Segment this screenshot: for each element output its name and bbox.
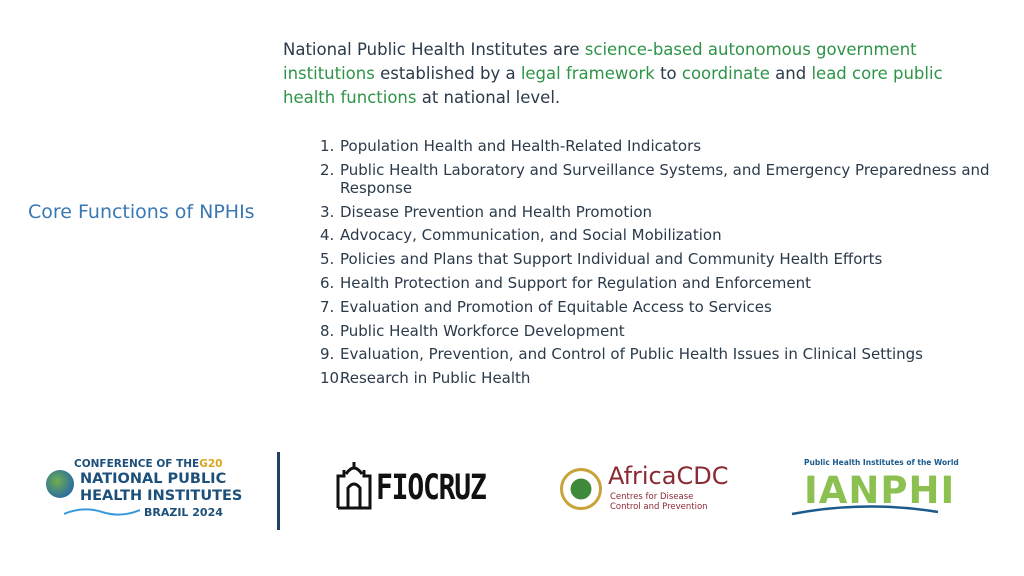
function-item-1 <box>320 137 1000 155</box>
function-item-5 <box>320 250 1000 268</box>
intro-text-4: and <box>769 64 812 83</box>
g20-line-4: BRAZIL 2024 <box>144 506 223 519</box>
function-number: 3. <box>320 202 335 221</box>
intro-text-5: at national level. <box>416 88 561 107</box>
africa-emblem-icon <box>560 468 602 510</box>
fiocruz-logo <box>334 462 494 512</box>
function-number: 4. <box>320 226 335 245</box>
intro-highlight-legal-framework: legal framework <box>520 64 655 83</box>
function-item-7 <box>320 298 1000 316</box>
function-number: 7. <box>320 297 335 316</box>
function-text: Evaluation, Prevention, and Control of Public Health Issues in Clinical Settings <box>340 345 923 364</box>
function-number: 9. <box>320 345 335 364</box>
function-item-4 <box>320 226 1000 244</box>
function-text: Evaluation and Promotion of Equitable Access to Services <box>340 297 772 316</box>
globe-icon <box>46 470 74 498</box>
intro-highlight-coordinate: coordinate <box>681 64 770 83</box>
function-number: 5. <box>320 250 335 269</box>
function-item-6 <box>320 274 1000 292</box>
function-item-10 <box>320 369 1000 387</box>
function-number: 10. <box>320 369 344 388</box>
africa-cdc-subtitle: Centres for Disease Control and Prevention <box>610 492 708 512</box>
g20-conference-logo <box>44 458 244 522</box>
function-text: Public Health Laboratory and Surveillance Systems, and Emergency Preparedness and Response <box>340 160 990 197</box>
g20-line-2: NATIONAL PUBLIC <box>80 471 227 487</box>
section-title: Core Functions of NPHIs <box>28 201 255 223</box>
function-item-3 <box>320 203 1000 221</box>
wave-icon <box>64 506 140 518</box>
function-number: 8. <box>320 321 335 340</box>
function-text: Public Health Workforce Development <box>340 321 625 340</box>
function-text: Policies and Plans that Support Individual and Community Health Efforts <box>340 250 883 269</box>
function-number: 1. <box>320 137 335 155</box>
intro-text-1: National Public Health Institutes are <box>283 40 585 59</box>
intro-text-3: to <box>654 64 682 83</box>
function-text: Population Health and Health-Related Indicators <box>340 137 702 155</box>
africa-cdc-logo <box>558 462 738 518</box>
function-text: Health Protection and Support for Regulation and Enforcement <box>340 273 811 292</box>
g20-line-3: HEALTH INSTITUTES <box>80 488 243 504</box>
partner-logos <box>0 440 1024 550</box>
intro-highlight-lead-functions: lead core public health functions <box>283 64 943 107</box>
function-text: Disease Prevention and Health Promotion <box>340 202 653 221</box>
function-number: 6. <box>320 273 335 292</box>
function-item-2 <box>320 161 1000 197</box>
core-functions-list <box>320 137 1000 393</box>
castle-icon <box>334 462 374 510</box>
intro-paragraph <box>283 38 983 110</box>
swoosh-icon <box>790 498 940 518</box>
ianphi-wordmark: IANPHI <box>804 469 956 512</box>
intro-text-2: established by a <box>374 64 521 83</box>
intro-highlight-institutions: science-based autonomous government institutions <box>283 40 917 83</box>
g20-line-1: CONFERENCE OF THEG20 <box>74 458 223 470</box>
africa-cdc-wordmark: AfricaCDC <box>608 462 729 490</box>
fiocruz-wordmark: FIOCRUZ <box>376 468 486 508</box>
ianphi-tagline: Public Health Institutes of the World <box>804 458 959 467</box>
function-text: Research in Public Health <box>340 369 531 388</box>
logo-divider <box>277 452 280 530</box>
function-item-9 <box>320 345 1000 363</box>
function-number: 2. <box>320 160 335 179</box>
function-text: Advocacy, Communication, and Social Mobilization <box>340 226 722 245</box>
function-item-8 <box>320 322 1000 340</box>
ianphi-logo <box>790 458 959 520</box>
